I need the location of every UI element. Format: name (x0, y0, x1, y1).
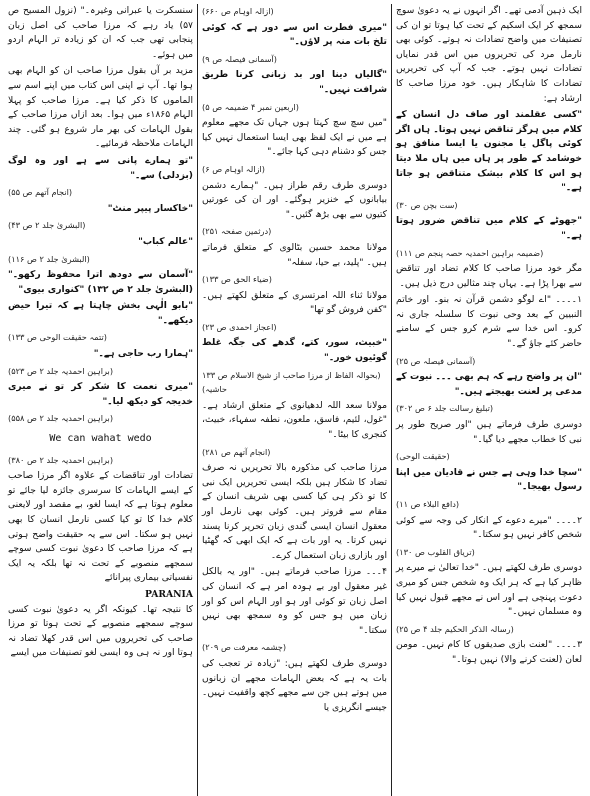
paragraph: مرزا صاحب کی مذکورہ بالا تحریریں نہ صرف تضاد کا شکار ہیں بلکہ ایسی تحریریں ایک نبی کا تو ذکر ہی کیا کسی بھی شریف انسان کے مقام سے فروتر ہیں۔ کوئی بھی نارمل اور معقول انسان ایسی گندی زبان تحریر کرنا پسند نہیں کرتا۔ یہ اور بات ہے کہ ایک ابھی کہ گھٹیا اور بازاری زبان استعمال کرے۔ (202, 462, 387, 561)
citation: (براہین احمدیہ جلد ۲ ص ۵۵۸) (8, 413, 114, 424)
quotation: "تو ہمارے پانی سے ہے اور وہ لوگ (بزدلی) سے۔" (8, 154, 193, 181)
citation: (بحوالہ الفاظ از مرزا صاحب از شیخ الاسلام ص ۱۳۳ حاشیہ) (202, 369, 381, 395)
citation: (رسالہ الذکر الحکیم جلد ۴ ص ۲۵) (396, 623, 514, 634)
quotation: "خاکسار پیپر منٹ" (107, 202, 193, 214)
paragraph: مزید بر آں بقول مرزا صاحب ان کو الہام بھی ہوا تھا۔ آپ نے اپنی اس کتاب میں اپنے اسم سے الماموں کا ذکر کیا ہے۔ مرزا صاحب کو پہلا الہام ۱۸۶۵ء میں ہوا۔ بعد ازاں مرزا صاحب کے بقول الہامات کی بھر مار شروع ہو گئی۔ چند الہامات ملاحظہ فرمائیے۔ (8, 65, 193, 150)
text-column-middle (198, 4, 392, 796)
citation: (اعجاز احمدی ص ۲۳) (202, 321, 277, 332)
paragraph: ۴۔۔۔ مرزا صاحب فرماتے ہیں۔ "اور یہ بالکل غیر معقول اور بے ہودہ امر ہے کہ انسان کی اصل زبان تو کوئی اور ہو اور الہام اس کو اور زبان میں ہو جس کو وہ سمجھ بھی نہیں سکتا۔" (202, 566, 387, 636)
quotation: "عالم کباب" (138, 235, 193, 247)
quotation: "ان پر واضح رہے کہ ہم بھی ۔۔۔ نبوت کے مدعی پر لعنت بھیجتے ہیں۔" (396, 371, 582, 397)
quotation: "کسی عقلمند اور صاف دل انسان کے کلام میں ہرگز تناقض نہیں ہوتا۔ ہاں اگر کوئی پاگل یا مجنون یا ایسا منافق ہو خوشامد کے طور پر ہاں میں ہاں ملا دیتا ہو اس کا کلام بیشک متناقض ہو جاتا ہے۔" (396, 109, 582, 194)
citation: (انجام آتھم ص ۵۵) (8, 187, 73, 198)
paragraph: دوسری طرف لکھتے ہیں: "زیادہ تر تعجب کی بات یہ ہے کہ بعض الہامات مجھے ان زبانوں میں ہوتے ہیں جن سے مجھے کچھ واقفیت نہیں۔ جیسے انگریزی یا (202, 657, 387, 713)
paragraph: کا نتیجہ تھا۔ کیونکہ اگر یہ دعویٰ نبوت کسی سوچے سمجھے منصوبے کے تحت ہوتا تو مرزا صاحب کی تحریروں میں اس قدر کھلا تضاد نہ ہوتا اور نہ ہی وہ ایسی لغو تصنیفات میں ایسے (8, 603, 193, 659)
citation: (دافع البلاء ص ۱۱) (396, 499, 460, 509)
citation: (براہین احمدیہ جلد ۲ ص ۵۲۳) (8, 365, 114, 376)
paragraph: دوسری طرف لکھتے ہیں۔ "خدا تعالیٰ نے میرے پر ظاہر کیا ہے کہ ہر ایک وہ شخص جس کو میری دعوت پہنچی ہے اور اس نے مجھے قبول نہیں کیا وہ مسلمان نہیں۔" (396, 562, 582, 618)
citation: (تریاق القلوب ص ۱۳۰) (396, 546, 475, 557)
paragraph: تضادات اور تناقضات کے علاوہ اگر مرزا صاحب کے ایسے الہامات کا سرسری جائزہ لیا جائے تو معلوم ہوتا ہے کہ ایسا لغو، بے مقصد اور لایعنی کلام خدا کا تو کیا کسی نارمل انسان کا بھی نہیں ہو سکتا۔ اس سے یہ حقیقت واضح ہوتی ہے کہ مرزا صاحب کا دعویٰ نبوت کسی سوچے سمجھے منصوبے کے تحت نہ تھا بلکہ یہ ایک نفسیاتی بیماری پیرانائے (8, 470, 193, 584)
citation: (ازالہ اوہام ص ۶) (202, 163, 265, 174)
paragraph: مولانا سعد اللہ لدھیانوی کے متعلق ارشاد ہے۔ "غول، لئیم، فاسق، ملعون، نطفہ سفہاء، خبیث، کنجری کا بیٹا۔" (202, 399, 387, 441)
quotation: "جھوٹے کے کلام میں تناقض ضرور ہوتا ہے۔" (396, 215, 582, 241)
paragraph: ایک ذہین آدمی تھے۔ اگر انہوں نے یہ دعویٰ سوچ سمجھ کر ایک اسکیم کے تحت کیا ہوتا تو ان کی تصنیفات میں واضح تضادات نہ ہوتے۔ کوئی بھی نارمل مرد کی تحریروں میں اس قدر نمایاں تضادات نہیں ہوتے۔ جب کہ آپ کی تحریریں تضادات کا شاہکار ہیں۔ خود مرزا صاحب کا ارشاد ہے: (396, 5, 582, 104)
paragraph: ۲۔۔۔۔ "میرے دعوے کے انکار کی وجہ سے کوئی شخص کافر نہیں ہو سکتا۔" (396, 514, 582, 541)
citation: (ضیاء الحق ص ۱۳۳) (202, 274, 272, 285)
paragraph: "میں سچ سچ کہتا ہوں جہاں تک مجھے معلوم ہے میں نے ایک لفظ بھی ایسا استعمال نہیں کیا جس کو دشنام دہی کہا جائے۔" (202, 117, 387, 158)
citation: (البشریٰ جلد ۲ ص ۱۱۶) (8, 253, 90, 264)
paragraph: مولانا ثناء اللہ امرتسری کے متعلق لکھتے ہیں۔ "کفن فروش گو تھا" (202, 289, 387, 316)
citation: (ضمیمہ براہین احمدیہ حصہ پنجم ص ۱۱۱) (396, 247, 544, 258)
english-term: PARANIA (145, 588, 193, 600)
quotation: "خبیث، سور، کتے، گدھے کی جگہ غلط گوئیوں خور۔" (202, 337, 387, 364)
citation: (حقیقت الوحی) (396, 451, 450, 462)
quotation: "بابو الٰہی بخش چاہتا ہے کہ تیرا حیض دیکھے۔" (8, 300, 193, 326)
paragraph: ۱۔۔۔۔ "اے لوگو دشمن قرآن نہ بنو۔ اور خاتم النبیین کے بعد وحی نبوت کا سلسلہ جاری نہ کرو۔ اس خدا سے شرم کرو جس کے سامنے حاضر کئے جاؤ گے۔" (396, 294, 582, 350)
citation: (آسمانی فیصلہ ص ۲۵) (396, 355, 476, 366)
quotation: "میری فطرت اس سے دور ہے کہ کوئی تلخ بات منہ پر لاؤں۔" (202, 21, 387, 48)
quotation: "ہمارا رب حاجی ہے۔" (93, 348, 193, 360)
quotation: "گالیاں دینا اور بد زبانی کرنا طریق شرافت نہیں۔" (202, 69, 387, 95)
paragraph: دوسری طرف فرماتے ہیں "اور صریح طور پر نبی کا خطاب مجھے دیا گیا۔" (396, 419, 582, 445)
paragraph: مولانا محمد حسین بٹالوی کے متعلق فرماتے ہیں۔ "پلید، بے حیا، سفلہ" (202, 241, 387, 268)
citation: (تتمہ حقیقت الوحی ص ۱۳۳) (8, 332, 107, 343)
english-phrase: We can wahat wedo (49, 433, 152, 445)
quotation: "آسمان سے دودھ اترا محفوظ رکھو۔" (البشریٰ جلد ۲ ص ۱۳۲) "کنواری بیوی" (8, 269, 193, 295)
quotation: "میری نعمت کا شکر کر تو نے میری خدیجہ کو دیکھ لیا۔" (8, 381, 193, 407)
paragraph: ۳۔۔۔۔ "لعنت بازی صدیقوں کا کام نہیں۔ مومن لعان (لعنت کرنے والا) نہیں ہوتا۔" (396, 639, 582, 665)
citation: (انجام آتھم ص ۲۸۱) (202, 446, 271, 457)
citation: (البشریٰ جلد ۲ ص ۴۳) (8, 220, 86, 231)
citation: (اربعین نمبر ۴ ضمیمہ ص ۵) (202, 101, 299, 112)
citation: (براہین احمدیہ جلد ۲ ص ۳۸۰) (8, 454, 114, 465)
paragraph: سنسکرت یا عبرانی وغیرہ۔" (نزول المسیح ص ۵۷) یاد رہے کہ مرزا صاحب کی اصل زبان پنجابی تھی جب کہ ان کو زیادہ تر الہام اردو میں ہوئے۔ (8, 5, 193, 60)
citation: (درثمین صفحہ ۲۵۱) (202, 226, 272, 237)
citation: (آسمانی فیصلہ ص ۹) (202, 53, 277, 64)
citation: (ازالہ اوہام ص ۶۶۰) (202, 6, 274, 16)
quotation: "سچا خدا وہی ہے جس نے قادیان میں اپنا رسول بھیجا۔" (396, 466, 582, 493)
paragraph: مگر خود مرزا صاحب کا کلام تضاد اور تناقض سے بھرا پڑا ہے۔ یہاں چند مثالیں درج ذیل ہیں۔ (396, 263, 582, 289)
citation: (ست بچن ص ۳۰) (396, 199, 458, 210)
citation: (چشمہ معرفت ص ۲۰۹) (202, 642, 287, 653)
text-column-right (392, 4, 586, 796)
paragraph: دوسری طرف رقم طراز ہیں۔ "ہمارے دشمن بیابانوں کے خنزیر ہوگئے۔ اور ان کی عورتیں کتیوں سے بھی بڑھ گئیں۔" (202, 179, 387, 220)
citation: (تبلیغ رسالت جلد ۶ ص ۳۰۲) (396, 403, 494, 414)
text-column-left (4, 4, 198, 796)
